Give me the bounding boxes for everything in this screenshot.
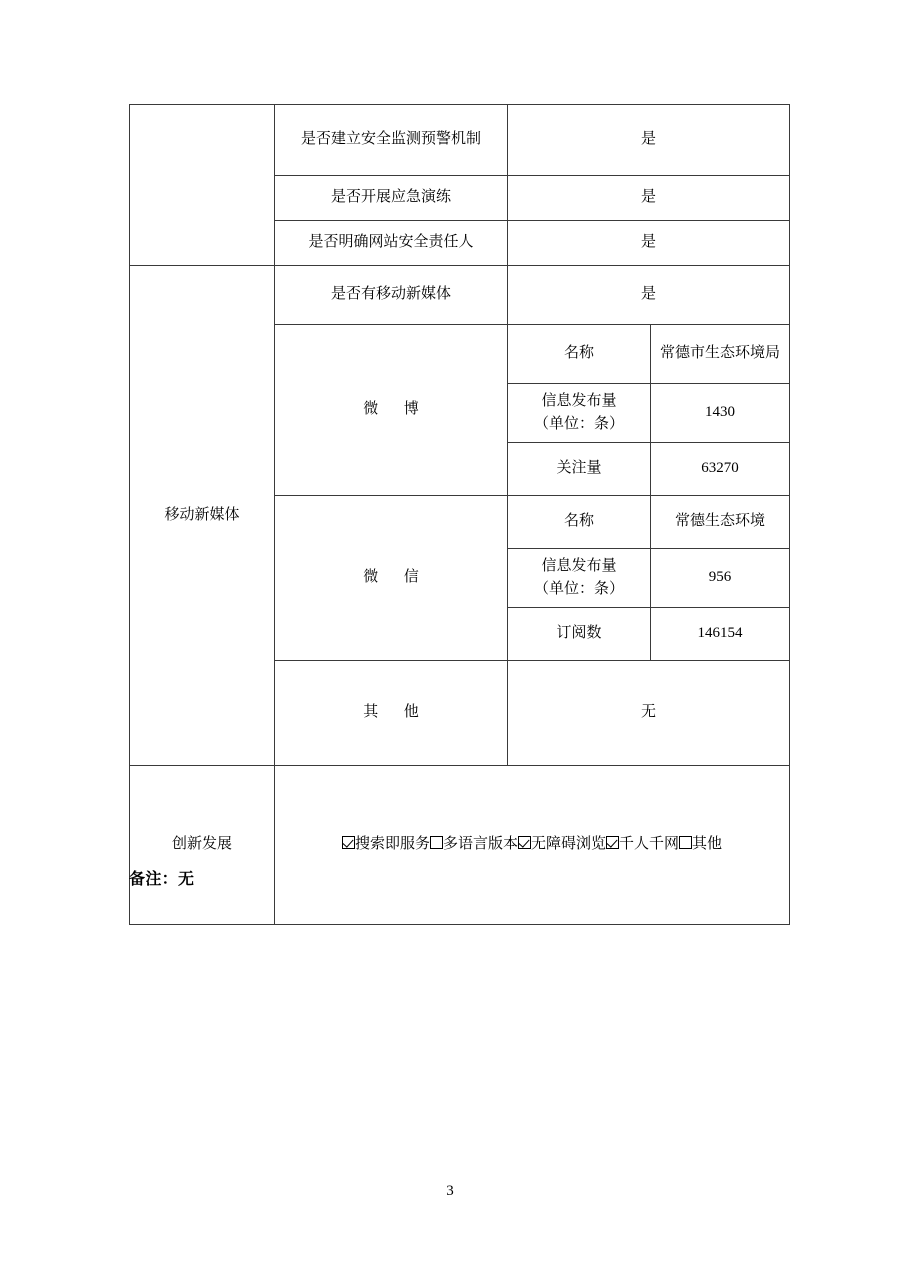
innovation-option-label: 多语言版本 <box>442 836 518 853</box>
government-website-report-table <box>129 104 790 925</box>
new-media-section-label: 移动新媒体 <box>130 266 275 766</box>
emergency-drill-value: 是 <box>508 176 790 221</box>
weibo-followers-value: 63270 <box>651 443 790 496</box>
security-section-label-cell <box>130 105 275 266</box>
innovation-options-cell <box>275 766 790 925</box>
checkbox-checked-icon[interactable] <box>606 836 619 849</box>
weixin-subscribers-key: 订阅数 <box>508 608 651 661</box>
innovation-option-label: 千人千网 <box>619 836 680 853</box>
weixin-post-count-key-line2: （单位：条） <box>533 581 624 597</box>
table-row <box>130 266 790 325</box>
weixin-name-key: 名称 <box>508 496 651 549</box>
remarks-note: 备注：无 <box>129 871 195 888</box>
innovation-options-list <box>342 833 722 856</box>
weixin-name-value: 常德生态环境 <box>651 496 790 549</box>
weixin-label: 微 信 <box>275 496 508 661</box>
weibo-post-count-key-line2: （单位：条） <box>533 416 624 432</box>
page-number: 3 <box>446 1183 454 1199</box>
security-monitor-label: 是否建立安全监测预警机制 <box>275 105 508 176</box>
table-row <box>130 105 790 176</box>
other-media-label: 其 他 <box>275 661 508 766</box>
checkbox-unchecked-icon[interactable] <box>679 836 692 849</box>
innovation-option-label: 无障碍浏览 <box>531 836 607 853</box>
security-owner-label: 是否明确网站安全责任人 <box>275 221 508 266</box>
weibo-followers-key: 关注量 <box>508 443 651 496</box>
innovation-option-label: 其他 <box>692 836 723 853</box>
emergency-drill-label: 是否开展应急演练 <box>275 176 508 221</box>
weibo-label: 微 博 <box>275 325 508 496</box>
has-new-media-label: 是否有移动新媒体 <box>275 266 508 325</box>
weibo-post-count-key-line1: 信息发布量 <box>541 392 617 409</box>
security-monitor-value: 是 <box>508 105 790 176</box>
checkbox-checked-icon[interactable] <box>518 836 531 849</box>
weixin-post-count-value: 956 <box>651 549 790 608</box>
innovation-option-label: 搜索即服务 <box>354 836 430 853</box>
weibo-name-value: 常德市生态环境局 <box>651 325 790 384</box>
weixin-post-count-key <box>508 549 651 608</box>
weibo-post-count-value: 1430 <box>651 384 790 443</box>
weixin-subscribers-value: 146154 <box>651 608 790 661</box>
weibo-post-count-key <box>508 384 651 443</box>
checkbox-checked-icon[interactable] <box>342 836 355 849</box>
checkbox-unchecked-icon[interactable] <box>430 836 443 849</box>
security-owner-value: 是 <box>508 221 790 266</box>
other-media-value: 无 <box>508 661 790 766</box>
innovation-label: 创新发展 <box>130 766 275 925</box>
weixin-post-count-key-line1: 信息发布量 <box>541 557 617 574</box>
has-new-media-value: 是 <box>508 266 790 325</box>
table-row <box>130 766 790 925</box>
weibo-name-key: 名称 <box>508 325 651 384</box>
